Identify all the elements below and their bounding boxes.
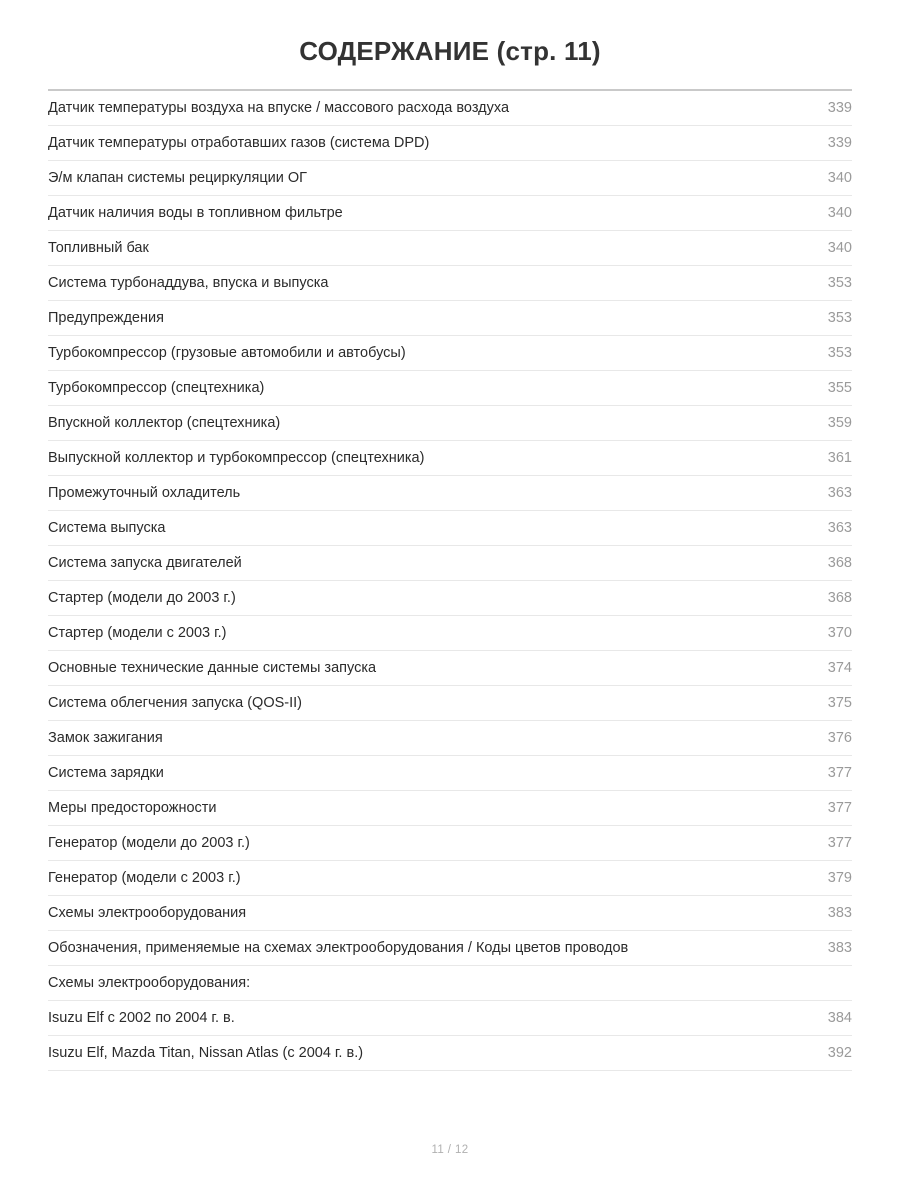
toc-entry-label: Стартер (модели с 2003 г.) <box>48 616 800 651</box>
toc-row[interactable] <box>48 931 852 966</box>
toc-row[interactable] <box>48 231 852 266</box>
toc-row[interactable] <box>48 756 852 791</box>
toc-entry-page-number: 383 <box>800 896 852 931</box>
toc-body <box>48 91 852 1071</box>
toc-row[interactable] <box>48 651 852 686</box>
toc-entry-label: Генератор (модели до 2003 г.) <box>48 826 800 861</box>
toc-entry-page-number: 377 <box>800 791 852 826</box>
toc-entry-label: Стартер (модели до 2003 г.) <box>48 581 800 616</box>
toc-entry-label: Меры предосторожности <box>48 791 800 826</box>
toc-entry-page-number: 359 <box>800 406 852 441</box>
toc-row[interactable] <box>48 301 852 336</box>
toc-entry-page-number: 368 <box>800 581 852 616</box>
toc-row[interactable] <box>48 266 852 301</box>
toc-row[interactable] <box>48 686 852 721</box>
toc-entry-label: Датчик наличия воды в топливном фильтре <box>48 196 800 231</box>
toc-entry-label: Датчик температуры воздуха на впуске / массового расхода воздуха <box>48 91 800 126</box>
toc-entry-page-number: 376 <box>800 721 852 756</box>
toc-entry-page-number: 377 <box>800 756 852 791</box>
toc-entry-page-number: 374 <box>800 651 852 686</box>
toc-row[interactable] <box>48 896 852 931</box>
toc-row[interactable] <box>48 126 852 161</box>
toc-entry-label: Isuzu Elf с 2002 по 2004 г. в. <box>48 1001 800 1036</box>
toc-entry-label: Схемы электрооборудования <box>48 896 800 931</box>
toc-entry-page-number: 353 <box>800 301 852 336</box>
toc-entry-page-number: 353 <box>800 266 852 301</box>
toc-row[interactable] <box>48 336 852 371</box>
toc-row[interactable] <box>48 581 852 616</box>
toc-entry-label: Впускной коллектор (спецтехника) <box>48 406 800 441</box>
table-of-contents <box>48 67 852 1071</box>
toc-entry-label: Замок зажигания <box>48 721 800 756</box>
toc-entry-label: Э/м клапан системы рециркуляции ОГ <box>48 161 800 196</box>
toc-entry-label: Система зарядки <box>48 756 800 791</box>
toc-entry-page-number: 377 <box>800 826 852 861</box>
toc-entry-label: Генератор (модели с 2003 г.) <box>48 861 800 896</box>
toc-entry-page-number: 339 <box>800 126 852 161</box>
title-block <box>0 0 900 67</box>
toc-entry-label: Турбокомпрессор (грузовые автомобили и автобусы) <box>48 336 800 371</box>
toc-entry-page-number: 384 <box>800 1001 852 1036</box>
toc-row[interactable] <box>48 826 852 861</box>
toc-table <box>48 91 852 1071</box>
toc-row[interactable] <box>48 511 852 546</box>
toc-entry-page-number: 370 <box>800 616 852 651</box>
toc-entry-page-number: 355 <box>800 371 852 406</box>
toc-entry-label: Система выпуска <box>48 511 800 546</box>
toc-row[interactable] <box>48 1036 852 1071</box>
toc-entry-label: Система запуска двигателей <box>48 546 800 581</box>
page-footer <box>0 1140 900 1158</box>
toc-row[interactable] <box>48 161 852 196</box>
toc-entry-label: Основные технические данные системы запуска <box>48 651 800 686</box>
toc-row[interactable] <box>48 371 852 406</box>
toc-row[interactable] <box>48 1001 852 1036</box>
toc-entry-page-number: 340 <box>800 196 852 231</box>
toc-entry-page-number: 339 <box>800 91 852 126</box>
toc-row[interactable] <box>48 441 852 476</box>
toc-row[interactable] <box>48 91 852 126</box>
toc-row[interactable] <box>48 546 852 581</box>
toc-entry-label: Датчик температуры отработавших газов (система DPD) <box>48 126 800 161</box>
toc-entry-label: Предупреждения <box>48 301 800 336</box>
toc-entry-page-number: 361 <box>800 441 852 476</box>
toc-row[interactable] <box>48 476 852 511</box>
page-title: СОДЕРЖАНИЕ (стр. 11) <box>299 36 601 66</box>
toc-entry-label: Турбокомпрессор (спецтехника) <box>48 371 800 406</box>
toc-row[interactable] <box>48 406 852 441</box>
toc-entry-page-number: 383 <box>800 931 852 966</box>
toc-entry-page-number: 340 <box>800 231 852 266</box>
toc-entry-label: Система турбонаддува, впуска и выпуска <box>48 266 800 301</box>
toc-entry-page-number: 379 <box>800 861 852 896</box>
toc-entry-page-number: 353 <box>800 336 852 371</box>
toc-entry-label: Isuzu Elf, Mazda Titan, Nissan Atlas (с 2004 г. в.) <box>48 1036 800 1071</box>
toc-row[interactable] <box>48 616 852 651</box>
toc-entry-label: Система облегчения запуска (QOS-II) <box>48 686 800 721</box>
toc-entry-page-number <box>800 966 852 1001</box>
footer-pagination: 11 / 12 <box>431 1144 469 1156</box>
toc-entry-label: Схемы электрооборудования: <box>48 966 800 1001</box>
toc-entry-page-number: 392 <box>800 1036 852 1071</box>
toc-entry-label: Промежуточный охладитель <box>48 476 800 511</box>
toc-row[interactable] <box>48 861 852 896</box>
toc-entry-page-number: 375 <box>800 686 852 721</box>
toc-row[interactable] <box>48 791 852 826</box>
toc-entry-page-number: 340 <box>800 161 852 196</box>
toc-entry-label: Выпускной коллектор и турбокомпрессор (спецтехника) <box>48 441 800 476</box>
toc-row[interactable] <box>48 196 852 231</box>
toc-entry-page-number: 363 <box>800 511 852 546</box>
toc-entry-page-number: 368 <box>800 546 852 581</box>
toc-row[interactable] <box>48 721 852 756</box>
toc-row[interactable] <box>48 966 852 1001</box>
toc-entry-label: Топливный бак <box>48 231 800 266</box>
toc-entry-label: Обозначения, применяемые на схемах электрооборудования / Коды цветов проводов <box>48 931 800 966</box>
toc-entry-page-number: 363 <box>800 476 852 511</box>
